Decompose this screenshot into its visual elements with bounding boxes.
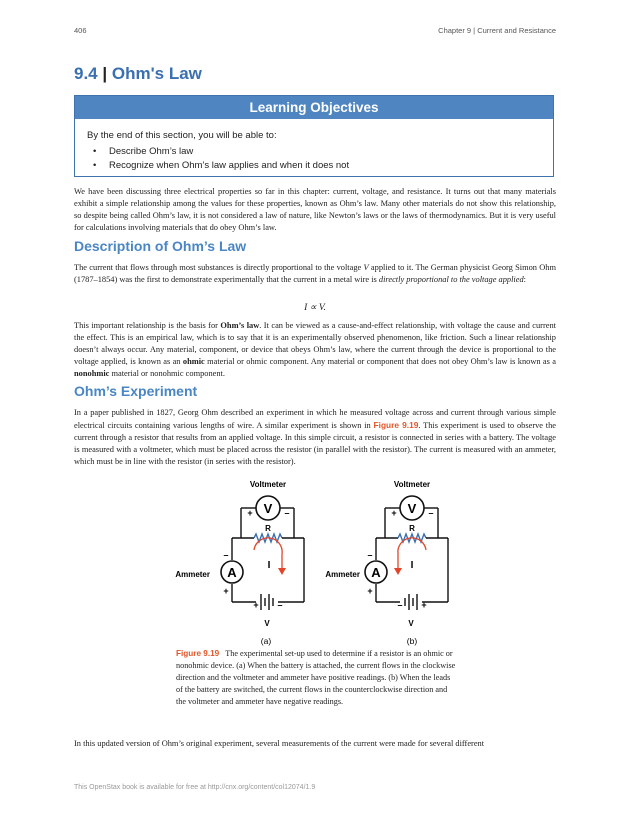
learning-objectives-intro: By the end of this section, you will be able to: xyxy=(87,130,277,141)
chapter-header: Chapter 9 | Current and Resistance xyxy=(438,26,556,35)
description-heading: Description of Ohm’s Law xyxy=(74,238,247,254)
proportionality-equation: I ∝ V. xyxy=(304,303,326,313)
svg-text:+: + xyxy=(223,586,229,596)
panel-b-label: (b) xyxy=(406,636,418,646)
svg-text:+: + xyxy=(391,508,397,518)
ammeter-label: Ammeter xyxy=(325,570,360,579)
svg-text:V: V xyxy=(264,619,270,628)
battery-icon xyxy=(405,594,417,610)
experiment-heading: Ohm’s Experiment xyxy=(74,383,198,399)
section-name: Ohm's Law xyxy=(111,64,202,83)
learning-objectives-list xyxy=(93,145,349,173)
page-number: 406 xyxy=(74,26,87,35)
spacer xyxy=(304,530,310,602)
svg-text:–: – xyxy=(367,550,373,560)
section-title xyxy=(74,64,202,84)
svg-text:+: + xyxy=(421,600,427,610)
svg-text:+: + xyxy=(253,600,259,610)
svg-text:I: I xyxy=(267,560,271,571)
description-paragraph-1: The current that flows through most substances is directly proportional to the voltage V applied to it. The German physicist Georg Simon Ohm (1787–1854) was the first to demonstrate experimentally that the current in a metal wire is directly proportional to the voltage applied: xyxy=(74,263,557,284)
svg-text:–: – xyxy=(428,508,434,518)
circuit-panel-b xyxy=(325,480,448,646)
experiment-paragraph: In a paper published in 1827, Georg Ohm described an experiment in which he measured voltage across and current through various simple electrical circuits containing various lengths of wire. A similar experiment is shown in Figure 9.19. This experiment is used to observe the current through a resistor that results from an applied voltage. In this simple circuit, a resistor is connected in series with a battery. The voltage is measured with a voltmeter, which must be placed across the resistor (in parallel with the resistor). The current is measured with an ammeter, which must be in line with the resistor (in series with the resistor). xyxy=(74,408,557,466)
closing-paragraph: In this updated version of Ohm’s original experiment, several measurements of the current were made for several different xyxy=(74,739,485,748)
ammeter-label: Ammeter xyxy=(175,570,210,579)
figure-link[interactable]: Figure 9.19 xyxy=(373,420,419,430)
svg-text:–: – xyxy=(223,550,229,560)
intro-paragraph: We have been discussing three electrical properties so far in this chapter: current, voltage, and resistance. It turns out that many materials exhibit a simple relationship among the values for these properties, known as Ohm’s law. Many other materials do not show this relationship, so despite being called Ohm’s law, it is not considered a law of nature, like Newton’s laws or the laws of thermodynamics. But it is very useful for calculations involving materials that do obey Ohm’s law. xyxy=(74,187,556,232)
panel-a-label: (a) xyxy=(260,636,272,646)
figure-caption-label: Figure 9.19 xyxy=(176,649,220,658)
section-separator: | xyxy=(102,64,108,83)
voltmeter-label: Voltmeter xyxy=(249,480,287,489)
resistor-label: R xyxy=(409,524,415,533)
learning-objectives-box xyxy=(74,95,554,177)
svg-text:–: – xyxy=(284,508,290,518)
circuit-diagram xyxy=(170,478,470,646)
svg-text:+: + xyxy=(247,508,253,518)
resistor-label: R xyxy=(265,524,271,533)
learning-objectives-heading: Learning Objectives xyxy=(75,96,553,119)
svg-text:–: – xyxy=(277,600,283,610)
battery-icon xyxy=(261,594,273,610)
svg-text:I: I xyxy=(410,560,414,571)
svg-text:–: – xyxy=(397,600,403,610)
description-paragraph-2: This important relationship is the basis for Ohm’s law. It can be viewed as a cause-and-effect relationship, with voltage the cause and current the effect. This is an empirical law, which is to say that it is an experimentally observed phenomenon, like friction. Such a linear relationship doesn’t always occur. Any material, component, or device that obeys Ohm’s law, where the current through the device is proportional to the voltage applied, is known as an ohmic material or ohmic component. Any material or component that does not obey Ohm’s law is known as a nonohmic material or nonohmic component. xyxy=(74,321,556,378)
footer-note: This OpenStax book is available for free at http://cnx.org/content/col12074/1.9 xyxy=(74,784,316,791)
svg-text:A: A xyxy=(371,565,381,580)
circuit-panel-a xyxy=(175,480,310,646)
voltmeter-label: Voltmeter xyxy=(393,480,431,489)
svg-text:V: V xyxy=(407,501,417,516)
section-number: 9.4 xyxy=(74,64,98,83)
objective-item: • Describe Ohm’s law xyxy=(93,145,349,159)
figure-caption: Figure 9.19 The experimental set-up used to determine if a resistor is an ohmic or nonohmic device. (a) When the battery is attached, the current flows in the clockwise direction and the voltmeter and ammeter have positive readings. (b) When the leads of the battery are switched, the current flows in the counterclockwise direction and the voltmeter and ammeter have negative readings. xyxy=(176,649,456,706)
svg-text:V: V xyxy=(263,501,273,516)
objective-item: • Recognize when Ohm’s law applies and when it does not xyxy=(93,159,349,173)
svg-text:V: V xyxy=(408,619,414,628)
svg-text:+: + xyxy=(367,586,373,596)
svg-text:A: A xyxy=(227,565,237,580)
